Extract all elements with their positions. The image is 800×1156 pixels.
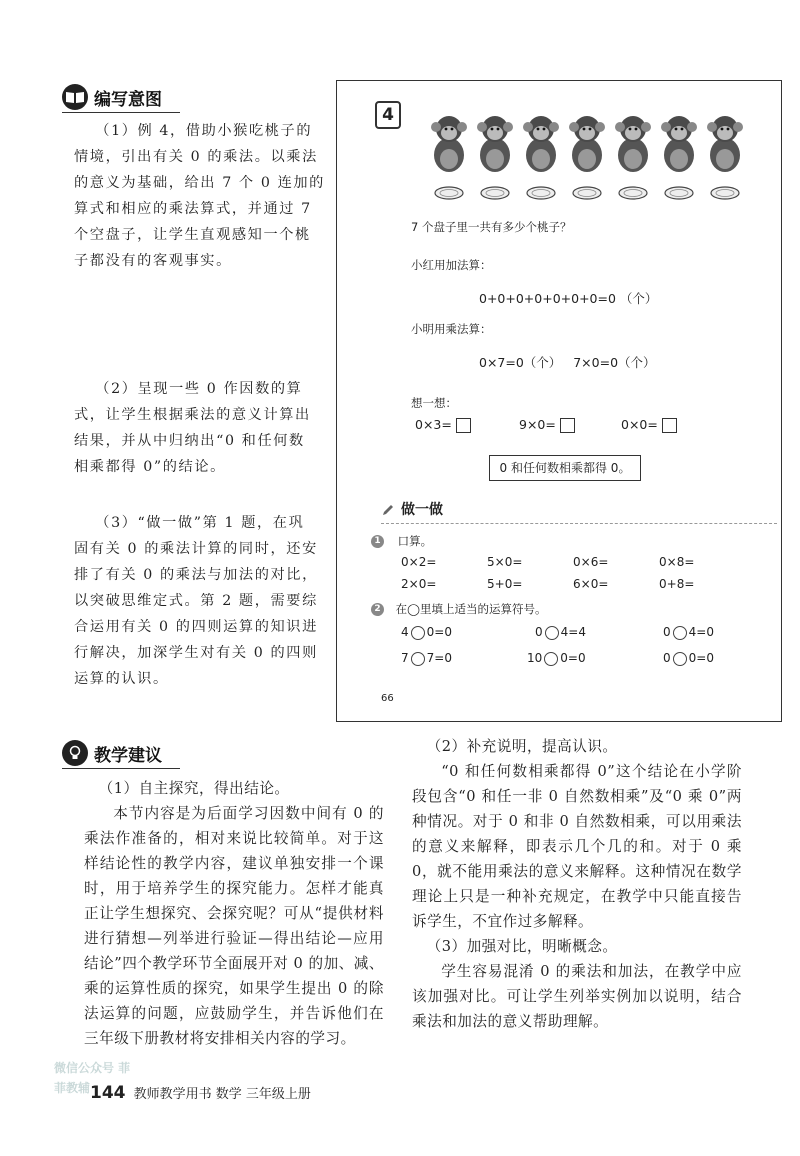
- teaching-subheading: （1）自主探究，得出结论。: [98, 780, 290, 797]
- multiplication-equation: 0×7=0（个） 7×0=0（个）: [479, 355, 656, 370]
- question-2-label: 2 在◯里填上适当的运算符号。: [371, 601, 547, 617]
- empty-plate: [711, 187, 739, 199]
- conclusion-box: [489, 455, 641, 481]
- section-header-teaching-suggestions: [62, 740, 180, 766]
- answer-box: [662, 418, 677, 433]
- q1-item: 0×2=: [401, 555, 437, 569]
- monkey-5: [615, 116, 651, 172]
- q2-item: 0 0=0: [663, 651, 714, 665]
- q2-item: 0 4=4: [535, 625, 586, 639]
- empty-plate: [481, 187, 509, 199]
- q1-item: 0×8=: [659, 555, 695, 569]
- pencil-icon: [381, 503, 395, 517]
- page-number: 144: [90, 1083, 126, 1103]
- addition-equation: 0+0+0+0+0+0+0=0 （个）: [479, 291, 658, 306]
- q1-item: 0×6=: [573, 555, 609, 569]
- section-title: 教学建议: [94, 745, 162, 766]
- section-underline: [62, 768, 180, 769]
- q1-item: 2×0=: [401, 577, 437, 591]
- xiaohong-label: 小红用加法算：: [411, 258, 492, 272]
- teaching-right-column: [412, 734, 742, 1034]
- section-underline: [62, 112, 180, 113]
- think-item-3: 0×0=: [621, 417, 677, 433]
- section-header-writing-intent: [62, 84, 180, 110]
- think-item-1: 0×3=: [415, 417, 471, 433]
- operator-circle: [545, 626, 559, 640]
- operator-circle: [411, 626, 425, 640]
- example-number-badge: 4: [375, 101, 401, 129]
- practice-header: [381, 499, 777, 523]
- q1-item: 5×0=: [487, 555, 523, 569]
- q1-item: 5+0=: [487, 577, 523, 591]
- answer-box: [456, 418, 471, 433]
- teaching-left-column: [84, 776, 384, 1051]
- monkey-3: [523, 116, 559, 172]
- teaching-paragraph: “0 和任何数相乘都得 0”这个结论在小学阶段包含“0 和任一非 0 自然数相乘”及“0 乘 0”两种情况。对于 0 和非 0 自然数相乘，可以用乘法的意义来解释，即表示几个几的和。对于 0 乘 0，就不能用乘法的意义来解释。这种情况在数学理论上只是一种补充规定，在教学中只能直接告诉学生，不宜作过多解释。: [412, 763, 742, 930]
- empty-plate: [573, 187, 601, 199]
- empty-plate: [665, 187, 693, 199]
- xiaoming-label: 小明用乘法算：: [411, 322, 492, 336]
- section-title: 编写意图: [94, 89, 162, 110]
- q1-row-1: [401, 555, 781, 571]
- intent-paragraph-3: （3）“做一做”第 1 题，在巩 固有关 0 的乘法计算的同时，还安 排了有关 0 的乘法与加法的对比， 以突破思维定式。第 2 题，需要综 合运用有关 0 的四则运算的知识进 行解决，加深学生对有关 0 的四则 运算的认识。: [74, 515, 318, 687]
- q2-item: 7 7=0: [401, 651, 452, 665]
- q2-row-2: [401, 651, 781, 667]
- monkey-7: [707, 116, 743, 172]
- textbook-page-panel: [336, 80, 782, 722]
- empty-plate: [435, 187, 463, 199]
- think-item-2: 9×0=: [519, 417, 575, 433]
- q2-item: 0 4=0: [663, 625, 714, 639]
- question-text: 7 个盘子里一共有多少个桃子？: [411, 220, 572, 234]
- book-title: 教师教学用书 数学 三年级上册: [133, 1087, 311, 1102]
- monkey-1: [431, 116, 467, 172]
- watermark: 微信公众号 菲菲教辅: [54, 1061, 131, 1095]
- operator-circle: [673, 652, 687, 666]
- practice-title: 做一做: [401, 502, 443, 518]
- teaching-subheading: （3）加强对比，明晰概念。: [426, 938, 618, 955]
- textbook-page-number: 66: [381, 693, 394, 704]
- monkeys-illustration: [429, 107, 759, 207]
- book-icon: [62, 84, 88, 110]
- operator-circle: [544, 652, 558, 666]
- monkey-6: [661, 116, 697, 172]
- answer-box: [560, 418, 575, 433]
- practice-underline: [381, 523, 777, 524]
- q2-item: 4 0=0: [401, 625, 452, 639]
- q2-item: 10 0=0: [527, 651, 586, 665]
- teaching-paragraph: 本节内容是为后面学习因数中间有 0 的乘法作准备的，相对来说比较简单。对于这样结论性的教学内容，建议单独安排一个课时，用于培养学生的探究能力。怎样才能真正让学生想探究、会探究呢？可从“提供材料进行猜想—列举进行验证—得出结论—应用结论”四个教学环节全面展开对 0 的加、减、乘的运算性质的探究，如果学生提出 0 的除法运算的问题，应鼓励学生，并告诉他们在三年级下册教材将安排相关内容的学习。: [84, 805, 384, 1047]
- teaching-subheading: （2）补充说明，提高认识。: [426, 738, 618, 755]
- question-1-label: 1 口算。: [371, 533, 432, 549]
- operator-circle: [673, 626, 687, 640]
- operator-circle: [411, 652, 425, 666]
- teaching-paragraph: 学生容易混淆 0 的乘法和加法，在教学中应该加强对比。可让学生列举实例加以说明，结合乘法和加法的意义帮助理解。: [412, 963, 742, 1030]
- number-2-badge: 2: [371, 603, 384, 616]
- intent-paragraph-2: （2）呈现一些 0 作因数的算 式，让学生根据乘法的意义计算出 结果，并从中归纳出“0 和任何数 相乘都得 0”的结论。: [74, 381, 311, 475]
- q1-row-2: [401, 577, 781, 593]
- empty-plate: [527, 187, 555, 199]
- monkey-2: [477, 116, 513, 172]
- number-1-badge: 1: [371, 535, 384, 548]
- conclusion-text: 0 和任何数相乘都得 0。: [499, 461, 631, 475]
- think-label: 想一想：: [411, 396, 457, 410]
- q2-row-1: [401, 625, 781, 641]
- empty-plate: [619, 187, 647, 199]
- lightbulb-icon: [62, 740, 88, 766]
- q1-item: 0+8=: [659, 577, 695, 591]
- monkey-4: [569, 116, 605, 172]
- intent-paragraph-1: （1）例 4，借助小猴吃桃子的 情境，引出有关 0 的乘法。以乘法 的意义为基础，给出 7 个 0 连加的 算式和相应的乘法算式，并通过 7 个空盘子，让学生直观感知一个桃 子都没有的客观事实。: [74, 123, 325, 269]
- q1-item: 6×0=: [573, 577, 609, 591]
